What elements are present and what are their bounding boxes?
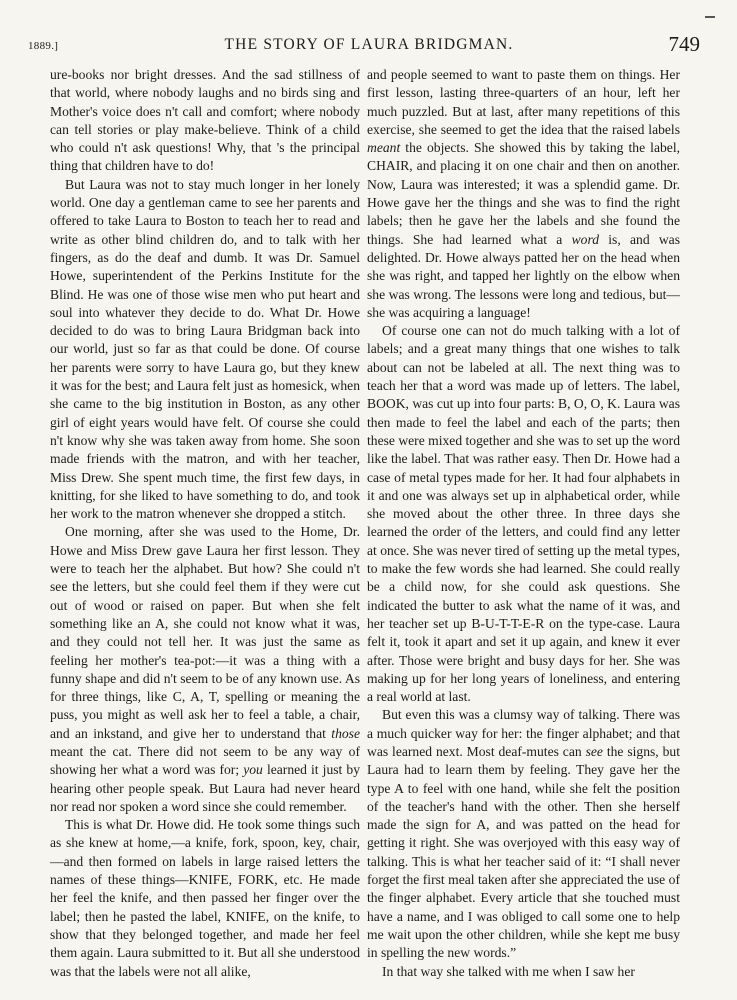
italic-word: meant bbox=[367, 140, 401, 156]
text-run: But even this was a clumsy way of talking. There was a much quicker way for her: the finger alphabet; and that was learned next. Most deaf-mutes can bbox=[367, 707, 680, 759]
running-header bbox=[28, 34, 710, 62]
text-run: the signs, but Laura had to learn them by feeling. They gave her the type A to feel with one hand, while she felt the position of the teacher's hand with the other. Then she herself made the sign for A, and was patted on the head for getting it right. She was overjoyed with this easy way of talking. This is what her teacher said of it: “I shall never forget the first meal taken after she appreciated the use of the finger alphabet. Every article that she touched must have a name, and I was obliged to call some one to help me wait upon the other children, while she kept me busy in spelling the new words.” bbox=[367, 743, 680, 961]
paragraph bbox=[50, 523, 360, 816]
text-run: learned it just by hearing other people speak. But Laura had never heard nor read nor spoken a word since she could remember. bbox=[50, 762, 360, 814]
paragraph bbox=[367, 66, 680, 322]
paragraph: This is what Dr. Howe did. He took some things such as she knew at home,—a knife, fork, spoon, key, chair,—and then formed on labels in large raised letters the names of these things—KNIFE, FORK, etc. He made her feel the knife, and then passed her finger over the label; then he pasted the label, KNIFE, on the knife, to show that they belonged together, and made her feel them again. Laura submitted to it. But all she understood was that the labels were not all alike, bbox=[50, 817, 360, 979]
margin-mark bbox=[705, 16, 715, 18]
paragraph: But Laura was not to stay much longer in her lonely world. One day a gentleman came to see her parents and offered to take Laura to Boston to teach her to read and write as other blind children do, and to talk with her fingers, as do the deaf and dumb. It was Dr. Samuel Howe, superintendent of the Perkins Institute for the Blind. He was one of those wise men who put heart and soul into whatever they decide to do. What Dr. Howe decided to do was to bring Laura Bridgman back into our world, just so far as that could be done. Of course her parents were sorry to have Laura go, but they knew it was for the best; and Laura felt just as homesick, when she came to the big institution in Boston, as any other girl of eight years would have felt. Of course she could n't know why she was taken away from home. She soon made friends with the matron, and with her teacher, Miss Drew. She spent much time, the first few days, in knitting, for she liked to have something to do, and took her work to the matron whenever she dropped a stitch. bbox=[50, 176, 360, 522]
header-date: 1889.] bbox=[28, 40, 59, 52]
paragraph: In that way she talked with me when I saw her bbox=[382, 963, 635, 979]
text-run: meant the cat. There did not seem to be any way of showing her what a word was for; bbox=[50, 743, 360, 778]
page-number: 749 bbox=[668, 32, 700, 56]
italic-word: see bbox=[585, 743, 603, 759]
header-title: THE STORY OF LAURA BRIDGMAN. bbox=[224, 36, 514, 53]
right-column bbox=[367, 66, 680, 981]
text-run: One morning, after she was used to the Home, Dr. Howe and Miss Drew gave Laura her first lesson. They were to teach her the alphabet. But how? She could n't see the letters, but she could feel them if they were cut out of wood or raised on paper. But when she felt something like an A, she could not know what it was, and they could not tell her. It was just the same as feeling her mother's tea-pot:—it was a thing with a funny shape and did n't seem to be of any known use. As for three things, like C, A, T, spelling or meaning the puss, you might as well ask her to feel a table, a chair, and an inkstand, and give her to understand that bbox=[50, 524, 360, 741]
paragraph bbox=[367, 706, 680, 962]
italic-word: you bbox=[243, 762, 263, 778]
text-run: and people seemed to want to paste them on things. Her first lesson, lasting three-quarters of an hour, left her much puzzled. But at last, after many repetitions of this exercise, she seemed to get the idea that the raised labels bbox=[367, 67, 680, 137]
left-column bbox=[50, 66, 360, 981]
paragraph: ure-books nor bright dresses. And the sad stillness of that world, where nobody laughs and no birds sing and Mother's voice does n't call and comfort; where nobody can tell stories or play make-believe. Think of a child who could n't ask questions! Why, that 's the principal thing that children have to do! bbox=[50, 67, 360, 174]
text-run: the objects. She showed this by taking the label, CHAIR, and placing it on one chair and then on another. Now, Laura was interested; it was a splendid game. Dr. Howe gave her the things and she was to find the right labels; then he gave her the labels and she found the things. She had learned what a bbox=[367, 140, 680, 247]
italic-word: word bbox=[571, 231, 600, 247]
italic-word: those bbox=[331, 725, 360, 741]
text-run: is, and was delighted. Dr. Howe always patted her on the head when she was right, and tapped her lightly on the elbow when she was wrong. The lessons were long and tedious, but—she was acquiring a language! bbox=[367, 231, 680, 320]
paragraph: Of course one can not do much talking with a lot of labels; and a great many things that one wishes to talk about can not be labeled at all. The next thing was to teach her that a word was made up of letters. The label, BOOK, was cut up into four parts: B, O, O, K. Laura was then made to feel the label and each of the parts; then these were mixed together and she was to set up the word like the label. That was rather easy. Then Dr. Howe had a case of metal types made for her. It had four alphabets in it and one was always set up in alphabetical order, while she moved about the other three. In three days she learned the order of the letters, and could find any letter at once. She was never tired of setting up the metal types, to make the few words she had learned. She could really be a child now, for she could ask questions. She indicated the butter to ask what the name of it was, and her teacher set up B-U-T-T-E-R on the type-case. Laura felt it, took it apart and set it up again, and knew it ever after. Those were bright and busy days for her. She was making up for her long years of loneliness, and entering a real world at last. bbox=[367, 323, 680, 705]
